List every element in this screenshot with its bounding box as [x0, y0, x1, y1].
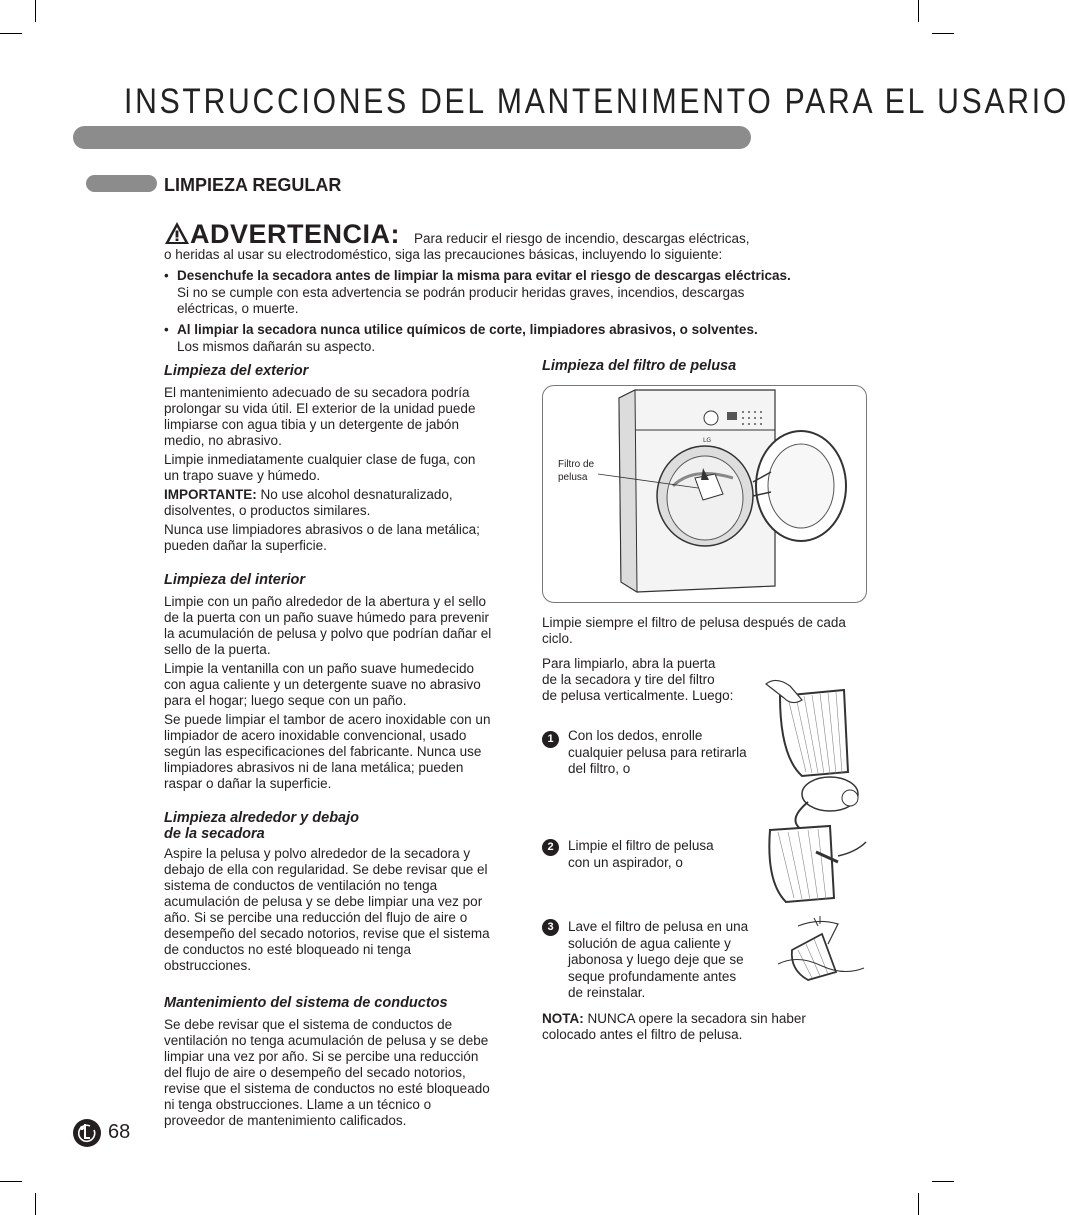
interior-p1: Limpie con un paño alrededor de la abertura y el sello de la puerta con un paño suave húmedo para prevenir la acumulación de pelusa y polvo que podrían dañar el sello de la puerta. [164, 594, 492, 657]
section-pill [86, 175, 157, 192]
finger-cleaning-filter-icon [762, 676, 854, 780]
warning-label: ADVERTENCIA: [190, 219, 401, 249]
step-1-text [568, 728, 747, 778]
step-3-line1: Lave el filtro de pelusa en una [568, 919, 749, 934]
step-2-line1: Limpie el filtro de pelusa [568, 838, 714, 853]
crop-mark [0, 33, 22, 34]
page-title: INSTRUCCIONES DEL MANTENIMENTO PARA EL USARIO [124, 82, 1069, 121]
step-3-line2: solución de agua caliente y [568, 935, 731, 951]
warning-intro-line1: Para reducir el riesgo de incendio, descargas eléctricas, [414, 231, 750, 246]
step-3-badge: 3 [542, 919, 559, 936]
interior-heading: Limpieza del interior [164, 572, 305, 588]
around-heading-line2: de la secadora [164, 826, 265, 842]
warning-bullet-1-text: Si no se cumple con esta advertencia se podrán producir heridas graves, incendios, descargas eléctricas, o muerte. [177, 284, 745, 316]
lint-p2-line3: de pelusa verticalmente. Luego: [542, 688, 734, 703]
page-number: 68 [108, 1121, 131, 1143]
step-1-line1: Con los dedos, enrolle [568, 728, 703, 743]
exterior-section [164, 363, 494, 554]
note-line2: colocado antes el filtro de pelusa. [542, 1027, 743, 1042]
crop-mark [35, 1193, 36, 1215]
step-3-line3: jabonosa y luego deje que se [568, 952, 744, 967]
lg-logo-icon [72, 1118, 102, 1148]
crop-mark [918, 1193, 919, 1215]
lint-p2-line2: de la secadora y tire del filtro [542, 672, 715, 687]
exterior-heading: Limpieza del exterior [164, 363, 309, 379]
ducts-section [164, 995, 504, 1129]
warning-bullet-1-bold: Desenchufe la secadora antes de limpiar la misma para evitar el riesgo de descargas eléctricas. [177, 268, 791, 283]
lint-p1: Limpie siempre el filtro de pelusa después de cada ciclo. [542, 615, 846, 646]
section-title: LIMPIEZA REGULAR [164, 175, 342, 195]
around-p1: Aspire la pelusa y polvo alrededor de la secadora y debajo de ella con regularidad. Se debe revisar que el sistema de conductos de ventilación no tenga acumulación de pelusa y se debe limpiar una vez por año. Si se percibe una reducción del flujo de aire o desempeño del secado notorios, revise que el sistema de conductos no esté bloqueado ni tenga obstrucciones. [164, 846, 490, 973]
ducts-heading: Mantenimiento del sistema de conductos [164, 995, 448, 1011]
exterior-p3-text: No use alcohol desnaturalizado, disolventes, o productos similares. [164, 487, 453, 518]
ducts-p1: Se debe revisar que el sistema de conductos de ventilación no tenga acumulación de pelusa y se debe limpiar una vez por año. Si se percibe una reducción del flujo de aire o desempeño del secado notorios, revise que el sistema de conductos no esté bloqueado ni tenga obstrucciones. Llame a un técnico o proveedor de mantenimiento calificados. [164, 1017, 490, 1128]
interior-section [164, 572, 494, 792]
around-section [164, 810, 494, 974]
dryer-illustration-icon [543, 386, 868, 604]
interior-p2: Limpie la ventanilla con un paño suave humedecido con agua caliente y un detergente suave no abrasivo para el hogar; luego seque con un paño. [164, 661, 481, 708]
step-2-text [568, 838, 714, 871]
exterior-p2: Limpie inmediatamente cualquier clase de fuga, con un trapo suave y húmedo. [164, 452, 476, 483]
crop-mark [932, 1181, 954, 1182]
svg-text:LG: LG [703, 437, 711, 444]
exterior-p3 [164, 487, 494, 519]
warning-heading [164, 219, 749, 250]
warning-intro-line2: o heridas al usar su electrodoméstico, siga las precauciones básicas, incluyendo lo siguiente: [164, 247, 723, 262]
lg-logo-text: LG [72, 1118, 74, 1119]
interior-p3: Se puede limpiar el tambor de acero inoxidable con un limpiador de acero inoxidable convencional, usado según las especificaciones del fabricante. Nunca use limpiadores abrasivos ni de lana metálica; pueden raspar o dañar la superficie. [164, 712, 491, 791]
lint-note [542, 1011, 806, 1043]
warning-bullet-2: • Al limpiar la secadora nunca utilice químicos de corte, limpiadores abrasivos, o solventes. Los mismos dañarán su aspecto. [164, 322, 758, 354]
warning-bullet-2-bold: Al limpiar la secadora nunca utilice químicos de corte, limpiadores abrasivos, o solventes. [177, 322, 758, 337]
figure-label-line1: Filtro de [558, 459, 595, 470]
washing-filter-icon [778, 914, 866, 988]
crop-mark [0, 1181, 22, 1182]
crop-mark [932, 33, 954, 34]
step-3-line4: seque profundamente antes [568, 968, 737, 984]
exterior-p1: El mantenimiento adecuado de su secadora podría prolongar su vida útil. El exterior de la unidad puede limpiarse con agua tibia y un detergente de jabón medio, no abrasivo. [164, 385, 476, 448]
crop-mark [918, 0, 919, 22]
warning-triangle-icon [164, 221, 190, 245]
warning-bullet-2-text: Los mismos dañarán su aspecto. [177, 338, 376, 354]
note-line1: NUNCA opere la secadora sin haber [583, 1011, 806, 1026]
around-heading-line1: Limpieza alrededor y debajo [164, 810, 359, 826]
note-label: NOTA: [542, 1011, 584, 1026]
step-1-line3: del filtro, o [568, 761, 631, 776]
lint-p2 [542, 656, 733, 704]
step-3-line5: de reinstalar. [568, 985, 646, 1000]
dryer-figure [542, 385, 867, 603]
figure-label [558, 458, 594, 484]
crop-mark [35, 0, 36, 22]
step-2-badge: 2 [542, 839, 559, 856]
exterior-p4: Nunca use limpiadores abrasivos o de lana metálica; pueden dañar la superficie. [164, 522, 480, 553]
lint-p2-line1: Para limpiarlo, abra la puerta [542, 656, 716, 671]
step-1-badge: 1 [542, 731, 559, 748]
step-3-text [568, 919, 748, 1002]
step-2-line2: con un aspirador, o [568, 854, 683, 870]
important-label: IMPORTANTE: [164, 487, 257, 502]
warning-bullet-1: • Desenchufe la secadora antes de limpiar la misma para evitar el riesgo de descargas eléctricas. Si no se cumple con esta advertencia se podrán producir heridas graves, incendios, descargas eléctricas, o muerte. [164, 268, 864, 318]
lint-heading: Limpieza del filtro de pelusa [542, 358, 737, 374]
header-bar [73, 126, 751, 149]
figure-label-line2: pelusa [558, 472, 588, 483]
vacuum-cleaning-filter-icon [760, 772, 870, 904]
step-1-line2: cualquier pelusa para retirarla [568, 744, 747, 760]
